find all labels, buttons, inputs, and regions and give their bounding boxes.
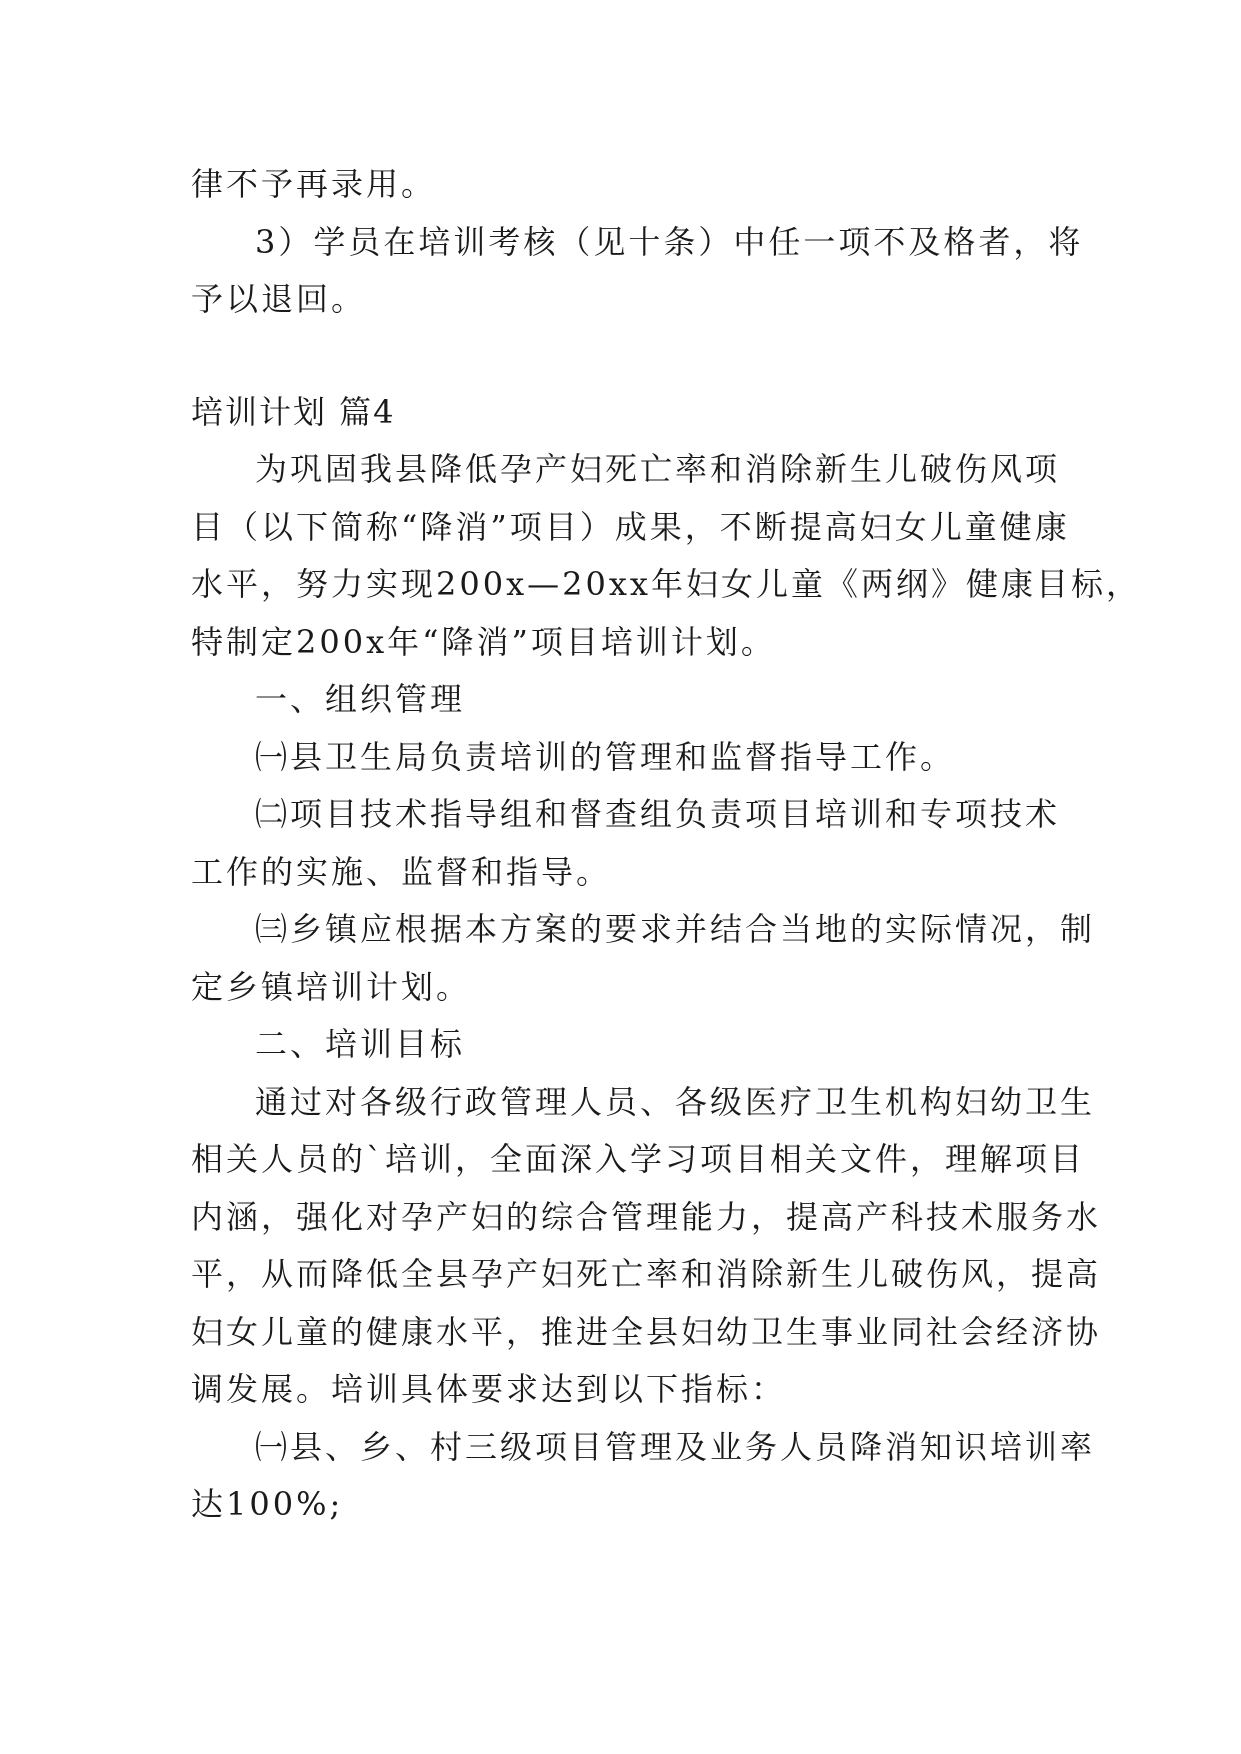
paragraph-line: 妇女儿童的健康水平，推进全县妇幼卫生事业同社会经济协	[191, 1312, 1102, 1351]
paragraph-line: 律不予再录用。	[191, 165, 437, 203]
paragraph-line: 水平，努力实现200x—20xx年妇女儿童《两纲》健康目标，	[191, 565, 1141, 603]
paragraph-line: ㈡项目技术指导组和督查组负责项目培训和专项技术	[255, 795, 1061, 833]
paragraph-line: 目（以下简称“降消”项目）成果，不断提高妇女儿童健康	[191, 507, 1070, 546]
paragraph-line: 通过对各级行政管理人员、各级医疗卫生机构妇幼卫生	[255, 1082, 1096, 1121]
subheading-organization: 一、组织管理	[255, 680, 466, 718]
paragraph-line: 工作的实施、监督和指导。	[191, 852, 612, 891]
paragraph-line: 定乡镇培训计划。	[191, 967, 472, 1006]
paragraph-line: ㈠县、乡、村三级项目管理及业务人员降消知识培训率	[255, 1427, 1096, 1466]
document-body	[191, 156, 1141, 1534]
paragraph-line: ㈠县卫生局负责培训的管理和监督指导工作。	[255, 737, 956, 776]
paragraph-line: 为巩固我县降低孕产妇死亡率和消除新生儿破伤风项	[255, 450, 1061, 488]
paragraph-line: ㈢乡镇应根据本方案的要求并结合当地的实际情况，制	[255, 910, 1096, 948]
paragraph-line: 平，从而降低全县孕产妇死亡率和消除新生儿破伤风，提高	[191, 1255, 1102, 1293]
paragraph-line: 内涵，强化对孕产妇的综合管理能力，提高产科技术服务水	[191, 1197, 1102, 1236]
paragraph-line: 3）学员在培训考核（见十条）中任一项不及格者，将	[255, 222, 1084, 261]
paragraph-line: 相关人员的`培训，全面深入学习项目相关文件，理解项目	[191, 1140, 1086, 1178]
paragraph-gap	[191, 329, 1061, 384]
paragraph-line: 调发展。培训具体要求达到以下指标：	[191, 1370, 787, 1408]
paragraph-line: 达100%;	[191, 1485, 344, 1523]
subheading-goals: 二、培训目标	[255, 1025, 466, 1063]
section-heading: 培训计划 篇4	[191, 392, 396, 431]
paragraph-line: 予以退回。	[191, 280, 367, 318]
paragraph-line: 特制定200x年“降消”项目培训计划。	[191, 622, 776, 661]
